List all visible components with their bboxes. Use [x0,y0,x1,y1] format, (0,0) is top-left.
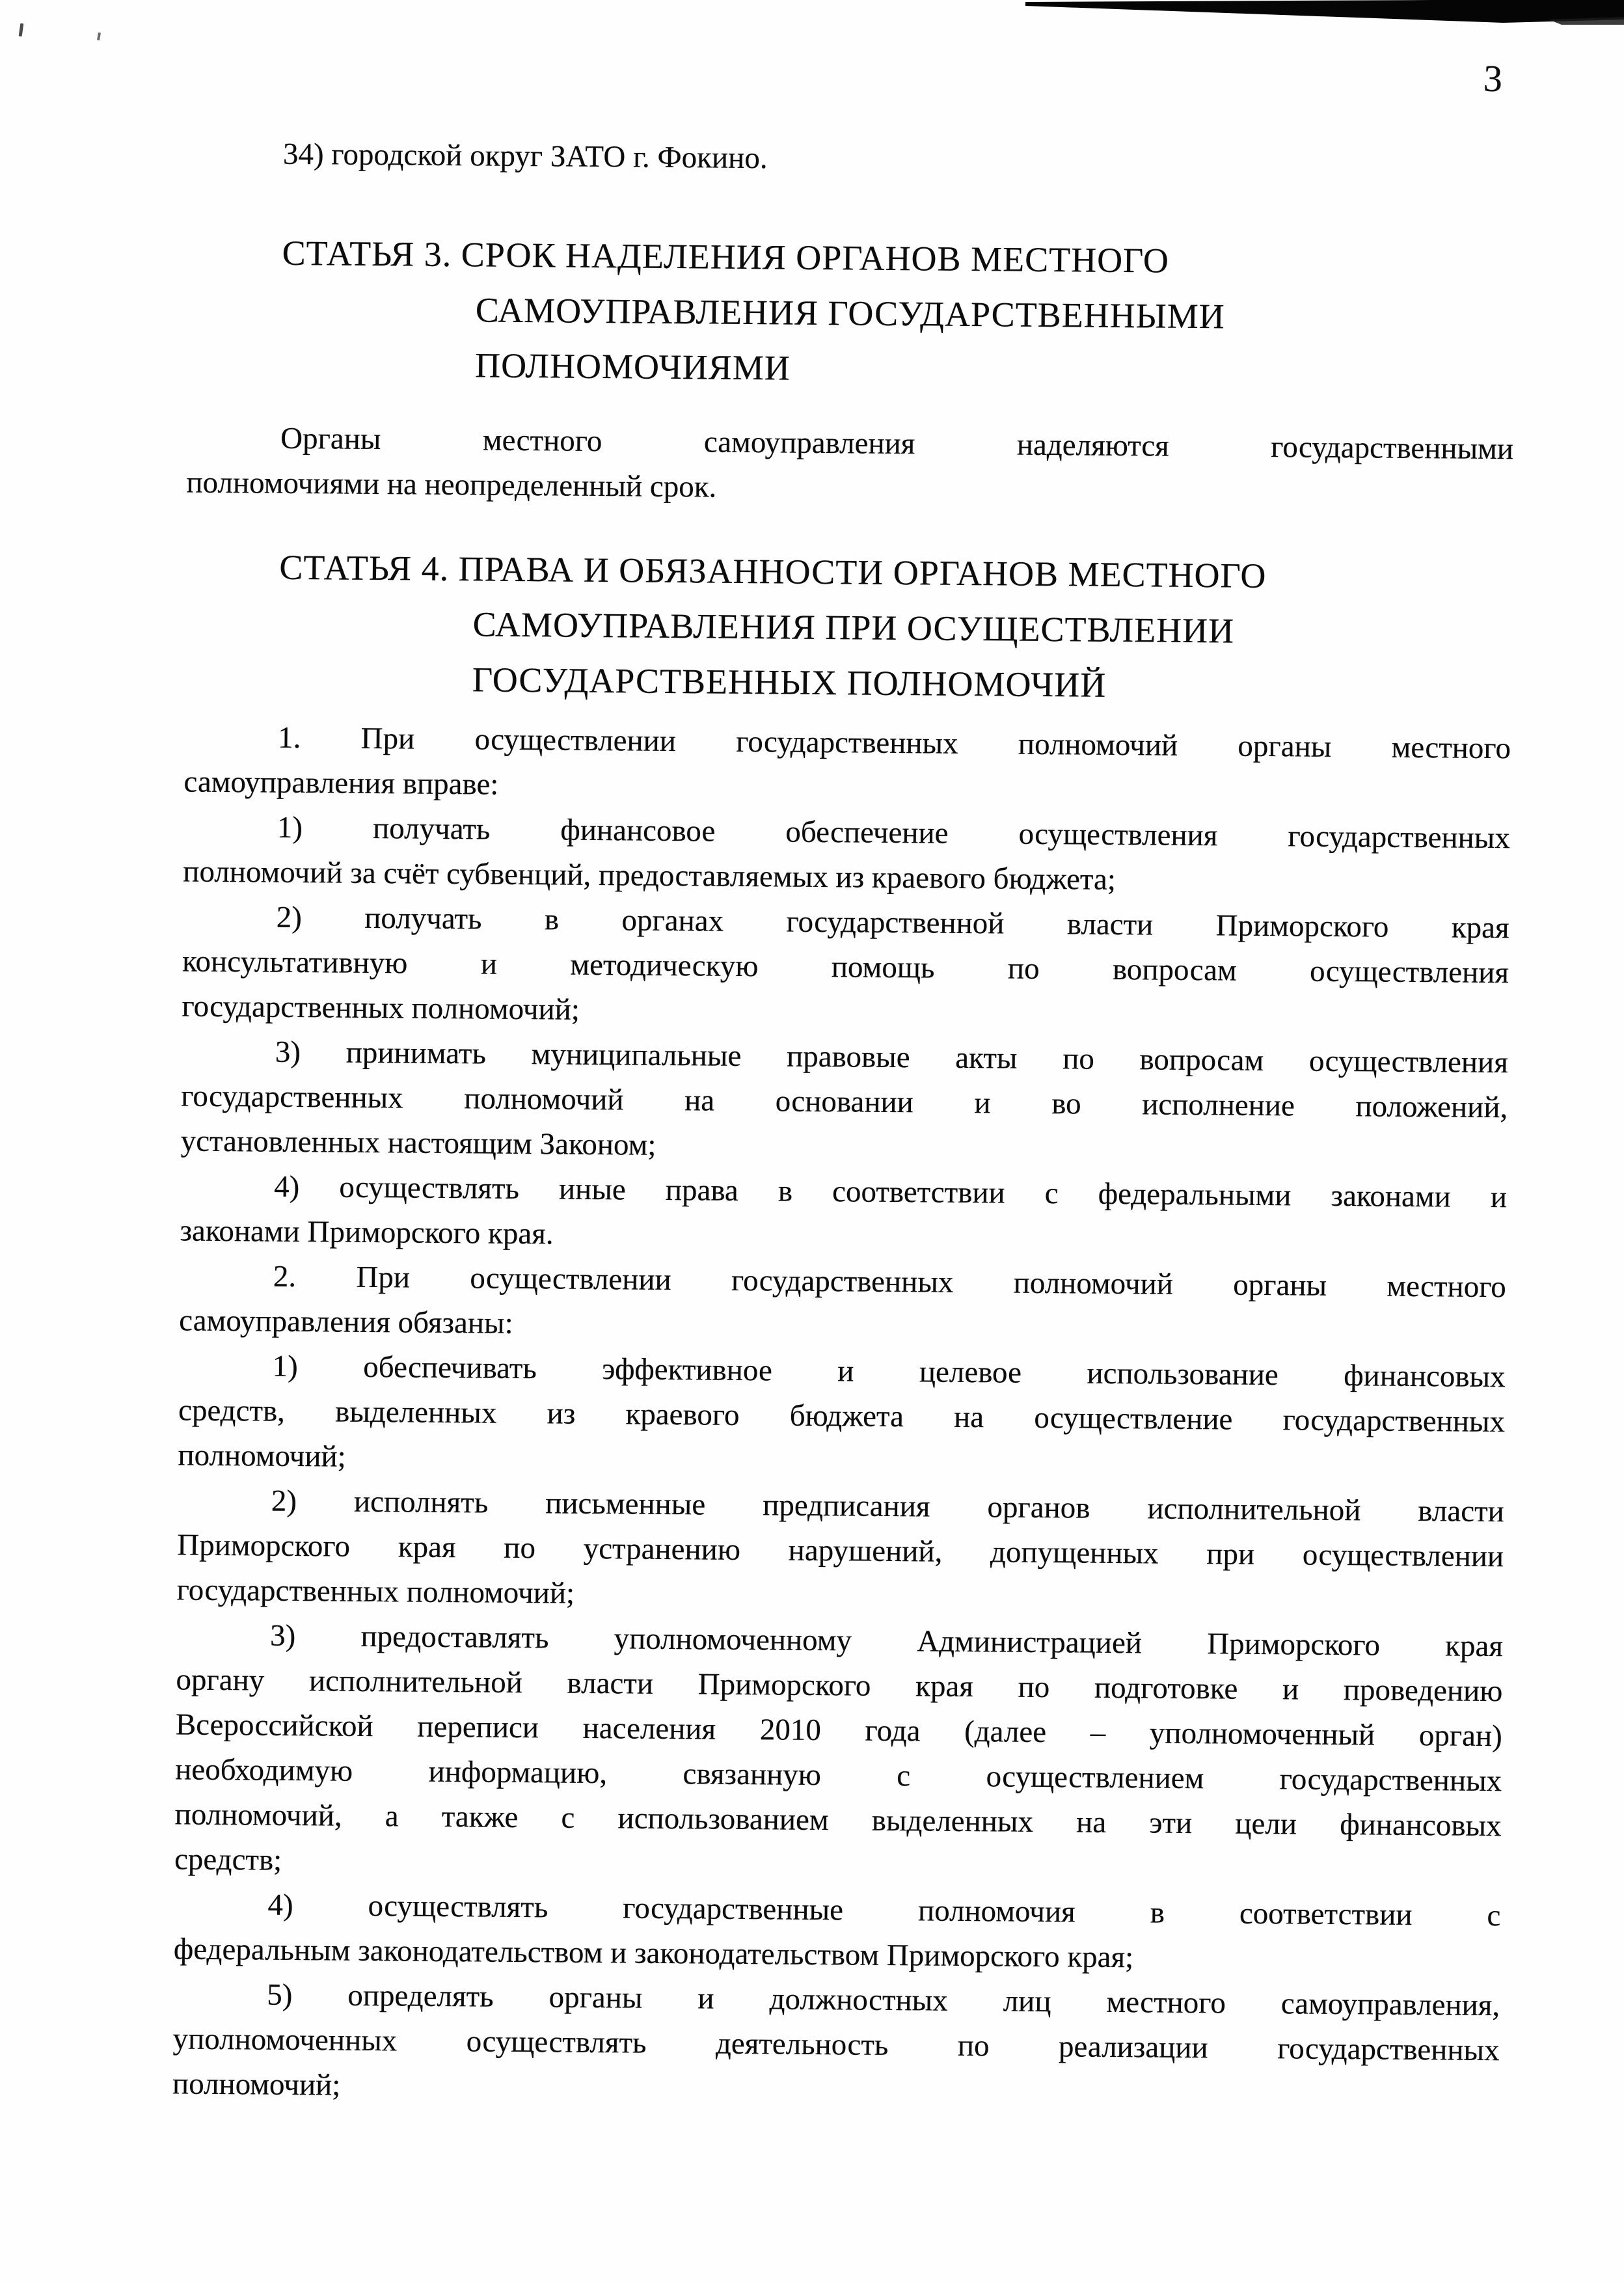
text-line: 1. При осуществлении государственных полномочий органы местного [277,720,1511,766]
text-line: 1) получать финансовое обеспечение осуществления государственных [277,810,1511,856]
text-line: полномочиями на неопределенный срок. [186,465,717,504]
paragraph [183,714,1511,816]
text-line: полномочий; [178,1438,346,1474]
heading-line: САМОУПРАВЛЕНИЯ ГОСУДАРСТВЕННЫМИ [475,290,1226,336]
paragraph [182,894,1509,1040]
text-line: Приморского края по устранению нарушений, допущенных при осуществлении [177,1528,1504,1574]
heading-line: ПОЛНОМОЧИЯМИ [474,346,791,388]
text-line: полномочий за счёт субвенций, предоставляемых из краевого бюджета; [183,854,1116,897]
text-line: 1) обеспечивать эффективное и целевое использование финансовых [272,1349,1506,1394]
paragraph [180,1163,1507,1265]
paragraph [176,1478,1504,1624]
paragraph [178,1343,1506,1489]
text-line: органу исполнительной власти Приморского края по подготовке и проведению [176,1663,1503,1709]
paragraph [183,804,1510,906]
text-line: полномочий, а также с использованием выделенных на эти цели финансовых [174,1797,1502,1843]
text-line: 5) определять органы и должностных лиц местного самоуправления, [267,1977,1500,2023]
text-line: 3) предоставлять уполномоченному Администрацией Приморского края [269,1618,1504,1664]
text-line: консультативную и методическую помощь по вопросам осуществления [182,944,1509,990]
paragraph [186,415,1513,517]
text-line: 4) осуществлять государственные полномочия в соответствии с [267,1888,1501,1933]
text-line: средств, выделенных из краевого бюджета на осуществление государственных [178,1393,1506,1439]
text-line: Органы местного самоуправления наделяются государственными [280,421,1514,467]
text-line: государственных полномочий; [182,989,580,1027]
heading-line: САМОУПРАВЛЕНИЯ ПРИ ОСУЩЕСТВЛЕНИИ [472,604,1235,651]
text-line: 2. При осуществлении государственных полномочий органы местного [273,1259,1507,1305]
text-line: необходимую информацию, связанную с осуществлением государственных [175,1752,1502,1799]
text-line: самоуправления вправе: [183,765,499,802]
text-line: уполномоченных осуществлять деятельность по реализации государственных [172,2022,1500,2068]
text-line: 4) осуществлять иные права в соответствии с федеральными законами и [273,1169,1508,1215]
text-line: 3) принимать муниципальные правовые акты по вопросам осуществления [275,1035,1509,1080]
text-line: 2) исполнять письменные предписания органов исполнительной власти [271,1484,1505,1529]
text-line: государственных полномочий на основании и во исполнение положений, [181,1079,1508,1125]
text-line: законами Приморского края. [180,1214,554,1251]
paragraph [189,131,1517,188]
text-line: самоуправления обязаны: [179,1303,513,1340]
paragraph [180,1029,1508,1175]
paragraph [174,1882,1501,1983]
heading-line: СТАТЬЯ 3. СРОК НАДЕЛЕНИЯ ОРГАНОВ МЕСТНОГО [282,233,1170,280]
page-number: 3 [1482,57,1504,100]
heading-line: ГОСУДАРСТВЕННЫХ ПОЛНОМОЧИЙ [472,660,1107,705]
paragraph [179,1253,1506,1355]
paragraph [172,1972,1500,2118]
text-line: 2) получать в органах государственной власти Приморского края [276,900,1509,945]
text-line: государственных полномочий; [176,1573,575,1610]
paragraph [174,1612,1504,1894]
text-line: полномочий; [172,2067,341,2102]
heading-line: СТАТЬЯ 4. ПРАВА И ОБЯЗАННОСТИ ОРГАНОВ МЕСТНОГО [279,547,1267,595]
text-line: 34) городской округ ЗАТО г. Фокино. [282,137,768,176]
text-line: установленных настоящим Законом; [180,1124,656,1162]
text-line: Всероссийской переписи населения 2010 года (далее – уполномоченный орган) [175,1707,1503,1754]
article-heading [187,224,1515,402]
article-heading [185,539,1513,716]
text-line: федеральным законодательством и законодательством Приморского края; [173,1932,1134,1975]
text-line: средств; [174,1842,282,1877]
